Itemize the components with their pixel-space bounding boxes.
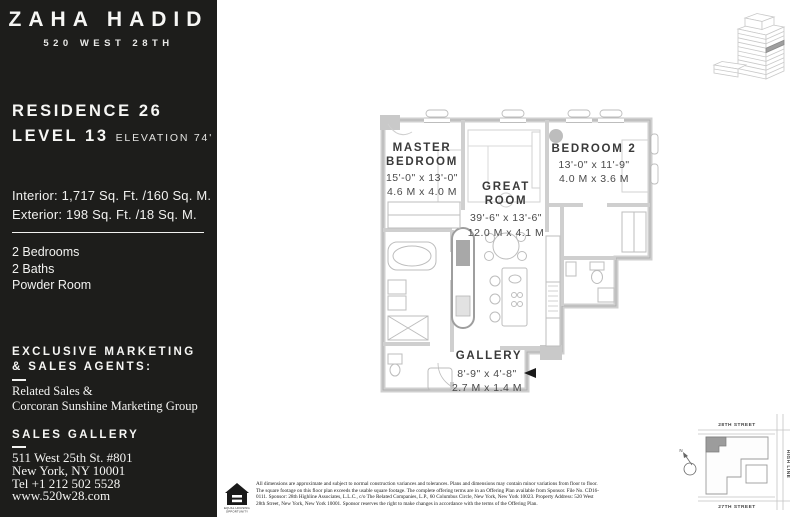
feature-bedrooms: 2 Bedrooms <box>12 245 80 259</box>
master-bedroom-label-1: MASTER <box>392 142 452 154</box>
agents-header <box>12 345 196 375</box>
bedroom2-dims-ft: 13'-0" x 11'-9" <box>558 159 630 171</box>
area-stats <box>12 186 211 224</box>
brand-name: ZAHA HADID <box>8 8 209 31</box>
address-phone: Tel +1 212 502 5528 <box>12 475 121 491</box>
agents-name-line2: Corcoran Sunshine Marketing Group <box>12 399 198 413</box>
elevation-label: ELEVATION 74' <box>115 132 214 144</box>
great-room-label-1: GREAT <box>482 181 530 193</box>
compass-label: N <box>679 448 683 453</box>
address-city: New York, NY 10001 <box>12 462 126 478</box>
agents-header-line2: & SALES AGENTS: <box>12 361 153 373</box>
equal-housing-caption-1: EQUAL HOUSING <box>224 506 250 510</box>
feature-list <box>12 244 91 294</box>
brand-block <box>0 8 217 49</box>
feature-powder-room: Powder Room <box>12 278 92 292</box>
website-url: www.520w28.com <box>12 488 111 504</box>
sales-gallery-dash <box>12 446 26 448</box>
feature-baths: 2 Baths <box>12 261 55 276</box>
sales-gallery-address <box>12 452 133 503</box>
building-isometric-icon <box>700 5 795 90</box>
street-label-28th: 28TH STREET <box>718 423 756 428</box>
level-label: LEVEL 13 <box>12 127 109 145</box>
interior-area: Interior: 1,717 Sq. Ft. /160 Sq. M. <box>12 188 212 203</box>
site-map <box>670 405 796 515</box>
gallery-label: GALLERY <box>455 350 523 362</box>
equal-housing-logo <box>224 482 250 514</box>
agents-dash <box>12 379 26 381</box>
exterior-area: Exterior: 198 Sq. Ft. /18 Sq. M. <box>12 207 197 222</box>
master-bedroom-dims-ft: 15'-0" x 13'-0" <box>385 172 459 184</box>
gallery-dims-m: 2.7 M x 1.4 M <box>451 382 523 394</box>
sidebar <box>0 0 217 517</box>
sidebar-divider <box>12 232 204 233</box>
bedroom2-dims-m: 4.0 M x 3.6 M <box>558 173 630 185</box>
legal-disclaimer: All dimensions are approximate and subject to normal construction variances and tolerances. Plans and dimensions may contain minor variations from floor to floor. The square footage on this floor plan exceeds the usable square footage. The complete offering terms are in an Offering Plan available from Sponsor. File No. CD16-0111. Sponsor: 28th Highline Associates, L.L.C., c/o The Related Companies, L.P., 60 Columbus Circle, New York, New York 10023. Property Address: 520 West 28th Street, New York, New York 10001. Sponsor reserves the right to make changes in accordance with the terms of the Offering Plan. <box>256 481 599 507</box>
residence-title: RESIDENCE 26 <box>12 102 163 120</box>
residence-level <box>12 127 213 146</box>
address-street: 511 West 25th St. #801 <box>12 450 133 465</box>
street-label-27th: 27TH STREET <box>718 505 756 510</box>
great-room-label-2: ROOM <box>484 195 528 207</box>
master-bedroom-label-2: BEDROOM <box>386 156 458 168</box>
agents-names <box>12 384 198 414</box>
street-label-highline: HIGH LINE <box>785 449 790 479</box>
agents-name-line1: Related Sales & <box>12 384 93 398</box>
great-room-dims-m: 12.0 M x 4.1 M <box>467 227 545 239</box>
floorplan <box>368 86 662 412</box>
compass-icon <box>683 452 696 475</box>
equal-housing-caption-2: OPPORTUNITY <box>225 509 249 514</box>
agents-header-line1: EXCLUSIVE MARKETING <box>12 346 196 358</box>
sales-gallery-header: SALES GALLERY <box>12 429 140 441</box>
bedroom2-label: BEDROOM 2 <box>551 143 637 155</box>
site-courtyard <box>746 465 767 483</box>
great-room-dims-ft: 39'-6" x 13'-6" <box>469 212 543 224</box>
brand-address: 520 WEST 28TH <box>43 38 174 49</box>
master-bedroom-dims-m: 4.6 M x 4.0 M <box>386 186 458 198</box>
curved-core <box>452 228 474 328</box>
gallery-dims-ft: 8'-9" x 4'-8" <box>457 368 517 380</box>
